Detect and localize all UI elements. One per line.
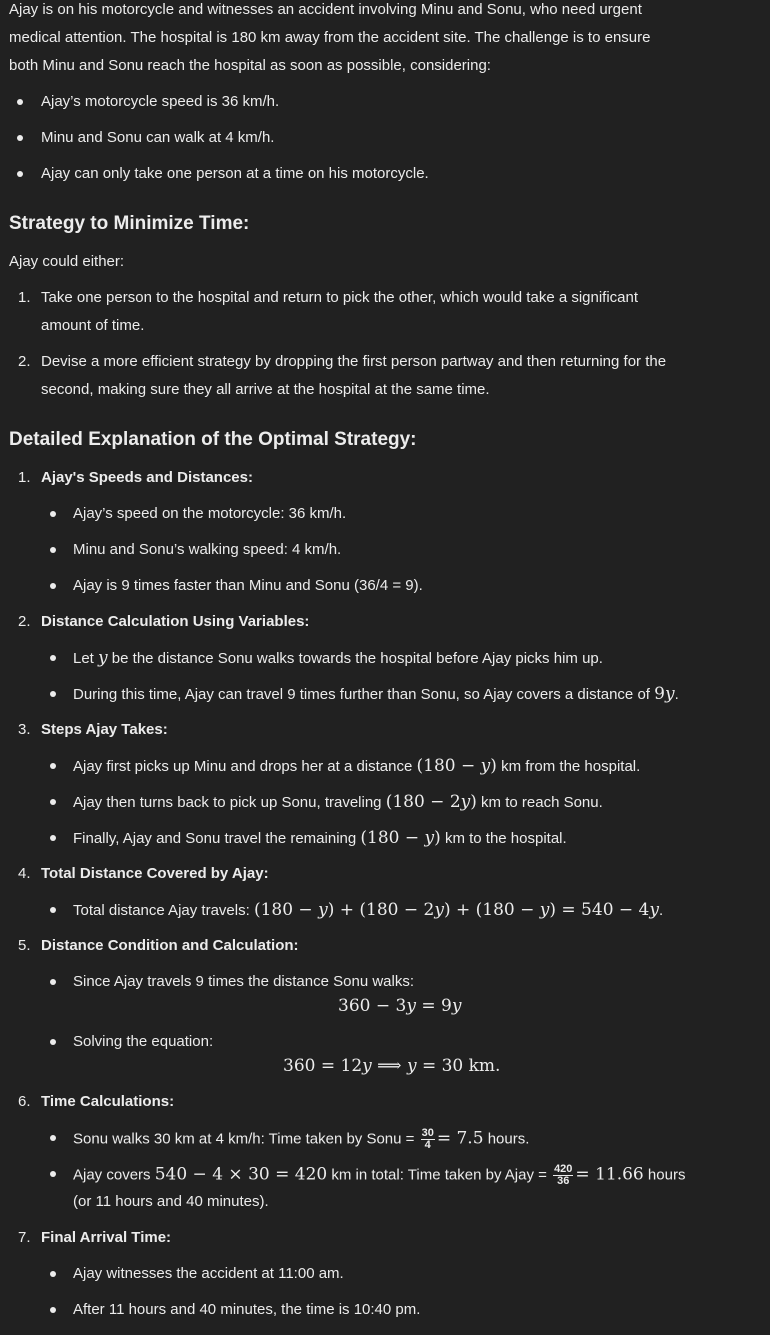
- step-title: Ajay's Speeds and Distances:: [41, 469, 253, 486]
- step-bullet: [73, 828, 567, 849]
- math-run: (180 − 2: [385, 792, 461, 812]
- math-variable: y: [362, 1056, 372, 1076]
- fraction-denominator: 36: [557, 1175, 570, 1187]
- math-variable: y: [539, 900, 550, 920]
- step-bullet: Ajay witnesses the accident at 11:00 am.: [73, 1265, 344, 1282]
- bullet-dot: [50, 763, 56, 769]
- math-run: ): [490, 756, 497, 776]
- math-variable: y: [406, 1056, 417, 1076]
- option-1-line-2: amount of time.: [41, 317, 145, 334]
- list-number: 6.: [18, 1093, 31, 1110]
- fraction: [553, 1164, 573, 1187]
- condition-item: Ajay can only take one person at a time on his motorcycle.: [41, 165, 429, 182]
- step-bullet: After 11 hours and 40 minutes, the time is 10:40 pm.: [73, 1301, 421, 1318]
- bullet-dot: [50, 1135, 56, 1141]
- intro-line-1: Ajay is on his motorcycle and witnesses an accident involving Minu and Sonu, who need urgent: [9, 1, 642, 18]
- math-variable: y: [460, 792, 471, 812]
- step-bullet: [73, 756, 640, 777]
- math-variable: y: [664, 684, 675, 704]
- step-bullet: Solving the equation:: [73, 1033, 214, 1050]
- bullet-dot: [50, 799, 56, 805]
- bullet-dot: [50, 1171, 56, 1177]
- bullet-dot: [50, 583, 56, 589]
- option-1-line-1: Take one person to the hospital and return to pick the other, which would take a significant: [41, 289, 639, 306]
- text-run: Ajay first picks up Minu and drops her at a distance: [73, 758, 417, 775]
- step-bullet: [73, 684, 679, 705]
- text-run: km to the hospital.: [440, 830, 567, 847]
- strategy-lead: Ajay could either:: [9, 253, 125, 270]
- math-variable: y: [98, 648, 108, 668]
- list-number: 5.: [18, 937, 31, 954]
- section-heading: Strategy to Minimize Time:: [9, 213, 250, 234]
- math-variable: y: [480, 756, 491, 776]
- step-title: Distance Condition and Calculation:: [41, 937, 299, 954]
- step-bullet: Ajay’s speed on the motorcycle: 36 km/h.: [73, 505, 347, 522]
- math-run: (180 −: [360, 828, 425, 848]
- text-run: be the distance Sonu walks towards the hospital before Ajay picks him up.: [107, 650, 603, 667]
- text-run: hours.: [483, 1130, 530, 1148]
- list-number: 3.: [18, 721, 31, 738]
- text-run: During this time, Ajay can travel 9 times further than Sonu, so Ajay covers a distance of: [73, 686, 655, 703]
- math-run: ⟹: [371, 1056, 407, 1076]
- text-run: Total distance Ajay travels:: [73, 902, 254, 919]
- bullet-dot: [50, 511, 56, 517]
- text-run: Let: [73, 650, 99, 667]
- step-bullet: [73, 1164, 685, 1187]
- math-run: 360 = 12: [283, 1056, 363, 1076]
- intro-line-3: both Minu and Sonu reach the hospital as soon as possible, considering:: [9, 57, 491, 74]
- bullet-dot: [17, 99, 23, 105]
- bullet-dot: [50, 1271, 56, 1277]
- condition-item: Ajay’s motorcycle speed is 36 km/h.: [41, 93, 280, 110]
- step-bullet-continuation: (or 11 hours and 40 minutes).: [73, 1193, 269, 1210]
- bullet-dot: [50, 907, 56, 913]
- math-variable: y: [649, 900, 659, 920]
- option-2-line-2: second, making sure they all arrive at the hospital at the same time.: [41, 381, 490, 398]
- list-number: 2.: [18, 613, 31, 630]
- math-run: (180 −: [416, 756, 481, 776]
- text-run: km from the hospital.: [496, 758, 641, 775]
- math-run: 540 − 4 × 30 = 420: [154, 1164, 328, 1185]
- step-bullet: Minu and Sonu’s walking speed: 4 km/h.: [73, 541, 342, 558]
- bullet-dot: [50, 547, 56, 553]
- section-heading: Detailed Explanation of the Optimal Strategy:: [9, 429, 417, 450]
- step-title: Distance Calculation Using Variables:: [41, 613, 310, 630]
- math-run: = 9: [415, 996, 452, 1016]
- step-title: Final Arrival Time:: [41, 1229, 172, 1246]
- fraction-numerator: 30: [421, 1127, 434, 1139]
- text-run: Sonu walks 30 km at 4 km/h: Time taken by Sonu =: [73, 1130, 419, 1148]
- math-variable: y: [318, 900, 328, 920]
- step-bullet: [73, 1128, 529, 1151]
- intro-line-2: medical attention. The hospital is 180 km away from the accident site. The challenge is to ensure: [9, 29, 651, 46]
- math-variable: y: [406, 996, 416, 1016]
- math-variable: y: [434, 900, 444, 920]
- list-number: 1.: [18, 469, 31, 486]
- math-run: ): [434, 828, 441, 848]
- step-title: Steps Ajay Takes:: [41, 721, 168, 738]
- math-run: = 30 km.: [416, 1056, 501, 1076]
- step-title: Total Distance Covered by Ajay:: [41, 865, 269, 882]
- text-run: hours: [643, 1166, 686, 1184]
- math-run: ) + (180 − 2: [327, 900, 435, 920]
- bullet-dot: [17, 171, 23, 177]
- step-bullet: [73, 900, 663, 921]
- text-run: Finally, Ajay and Sonu travel the remaining: [73, 830, 361, 847]
- math-run: (180 −: [253, 900, 319, 920]
- equation: [338, 996, 461, 1017]
- bullet-dot: [50, 835, 56, 841]
- bullet-dot: [17, 135, 23, 141]
- option-2-line-1: Devise a more efficient strategy by dropping the first person partway and then returning for the: [41, 353, 667, 370]
- step-bullet: [73, 792, 603, 813]
- text-run: Ajay covers: [73, 1166, 155, 1184]
- math-run: ) = 540 − 4: [549, 900, 650, 920]
- text-run: Ajay then turns back to pick up Sonu, traveling: [73, 794, 386, 811]
- fraction: [421, 1128, 435, 1151]
- condition-item: Minu and Sonu can walk at 4 km/h.: [41, 129, 275, 146]
- bullet-dot: [50, 1307, 56, 1313]
- list-number: 1.: [18, 289, 31, 306]
- math-run: 360 − 3: [338, 996, 407, 1016]
- list-number: 2.: [18, 353, 31, 370]
- math-variable: y: [451, 996, 462, 1016]
- fraction-numerator: 420: [554, 1163, 573, 1175]
- list-number: 7.: [18, 1229, 31, 1246]
- bullet-dot: [50, 691, 56, 697]
- math-run: 9: [654, 684, 665, 704]
- bullet-dot: [50, 655, 56, 661]
- step-bullet: Ajay is 9 times faster than Minu and Sonu (36/4 = 9).: [73, 577, 423, 594]
- math-run: ) + (180 −: [443, 900, 540, 920]
- math-run: ): [470, 792, 477, 812]
- text-run: .: [658, 902, 664, 919]
- list-number: 4.: [18, 865, 31, 882]
- bullet-dot: [50, 979, 56, 985]
- step-title: Time Calculations:: [41, 1093, 175, 1110]
- math-variable: y: [424, 828, 435, 848]
- fraction-denominator: 4: [424, 1139, 431, 1151]
- step-bullet: Since Ajay travels 9 times the distance Sonu walks:: [73, 973, 415, 990]
- text-run: km to reach Sonu.: [476, 794, 603, 811]
- math-run: = 11.66: [575, 1164, 644, 1185]
- text-run: km in total: Time taken by Ajay =: [327, 1166, 552, 1184]
- text-run: .: [674, 686, 679, 703]
- equation: [283, 1056, 500, 1077]
- step-bullet: [73, 648, 603, 669]
- math-run: = 7.5: [436, 1128, 484, 1149]
- bullet-dot: [50, 1039, 56, 1045]
